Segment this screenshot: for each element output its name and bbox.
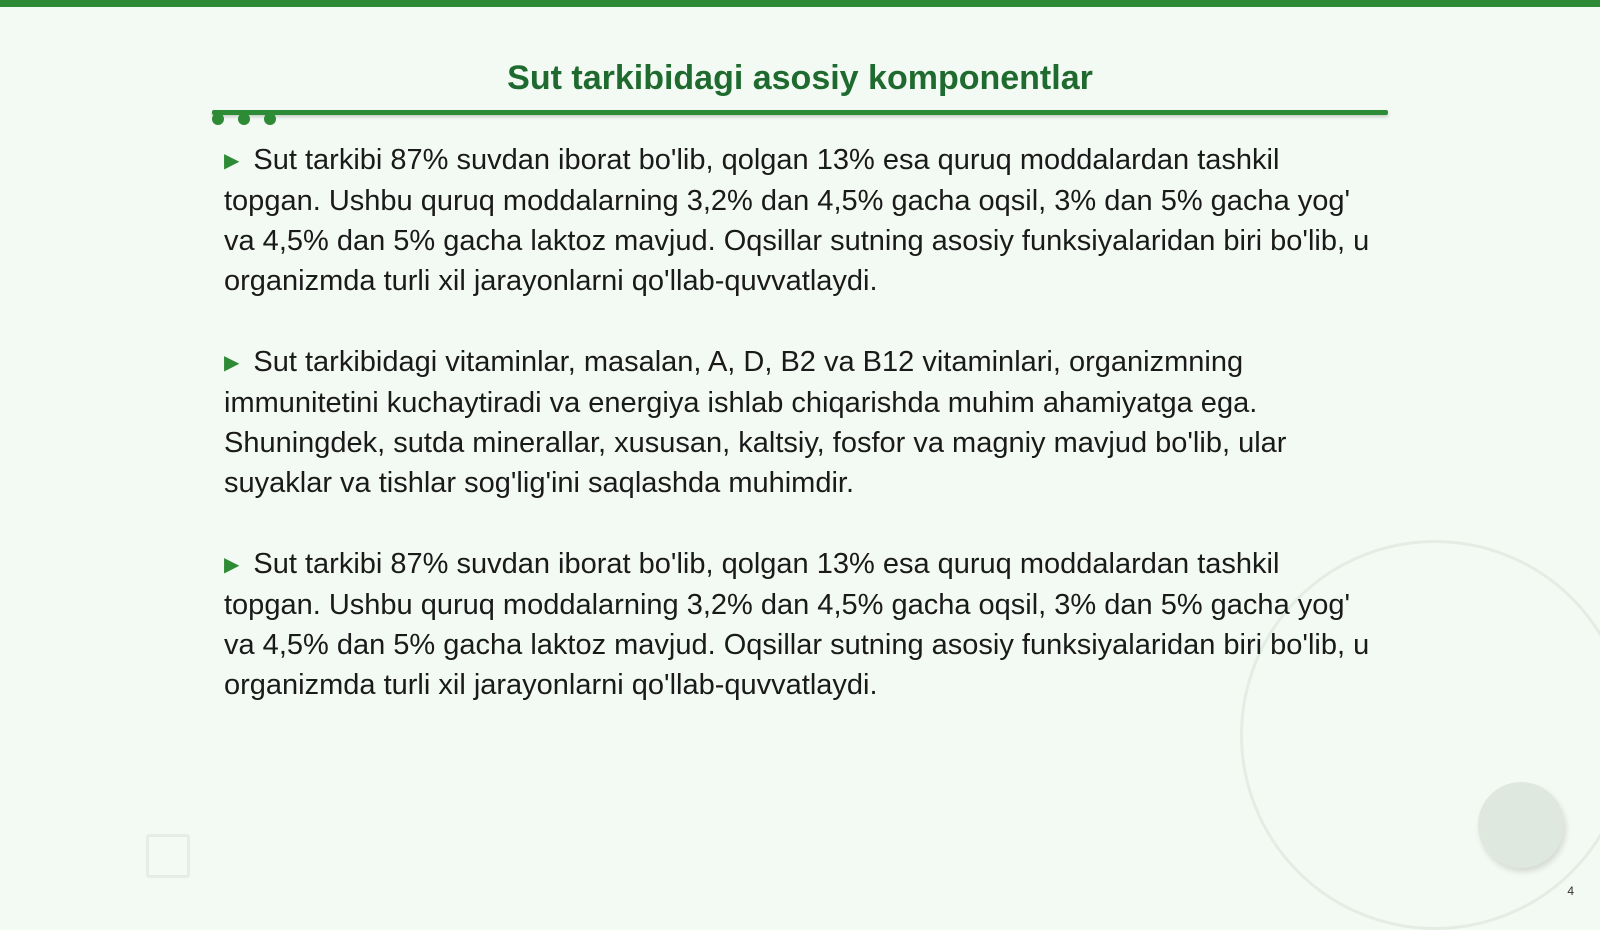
bullet-item (224, 544, 1374, 705)
bullet-arrow-icon: ▶ (224, 352, 240, 374)
page-number: 4 (1567, 884, 1574, 898)
top-accent-bar (0, 0, 1600, 7)
underline-dot (212, 113, 224, 125)
bullet-text: Sut tarkibi 87% suvdan iborat bo'lib, qolgan 13% esa quruq moddalardan tashkil topgan. Ushbu quruq moddalarning 3,2% dan 4,5% gacha oqsil, 3% dan 5% gacha yog' va 4,5% dan 5% gacha laktoz mavjud. Oqsillar sutning asosiy funksiyalaridan biri bo'lib, u organizmda turli xil jarayonlarni qo'llab-quvvatlaydi. (224, 144, 1370, 297)
bullet-text: Sut tarkibi 87% suvdan iborat bo'lib, qolgan 13% esa quruq moddalardan tashkil topgan. Ushbu quruq moddalarning 3,2% dan 4,5% gacha oqsil, 3% dan 5% gacha yog' va 4,5% dan 5% gacha laktoz mavjud. Oqsillar sutning asosiy funksiyalaridan biri bo'lib, u organizmda turli xil jarayonlarni qo'llab-quvvatlaydi. (224, 548, 1370, 701)
bullet-item (224, 342, 1374, 503)
decorative-circle (1478, 782, 1564, 868)
bullet-arrow-icon: ▶ (224, 554, 240, 576)
decorative-square (146, 834, 190, 878)
bullet-list (224, 140, 1374, 746)
slide-title: Sut tarkibidagi asosiy komponentlar (507, 59, 1093, 97)
bullet-item (224, 140, 1374, 301)
underline-dot (264, 113, 276, 125)
bullet-arrow-icon: ▶ (224, 150, 240, 172)
bullet-text: Sut tarkibidagi vitaminlar, masalan, A, D, B2 va B12 vitaminlari, organizmning immunitetini kuchaytiradi va energiya ishlab chiqarishda muhim ahamiyatga ega. Shuningdek, sutda minerallar, xususan, kaltsiy, fosfor va magniy mavjud bo'lib, ular suyaklar va tishlar sog'lig'ini saqlashda muhimdir. (224, 346, 1287, 499)
title-underline (212, 110, 1388, 115)
underline-dot (238, 113, 250, 125)
